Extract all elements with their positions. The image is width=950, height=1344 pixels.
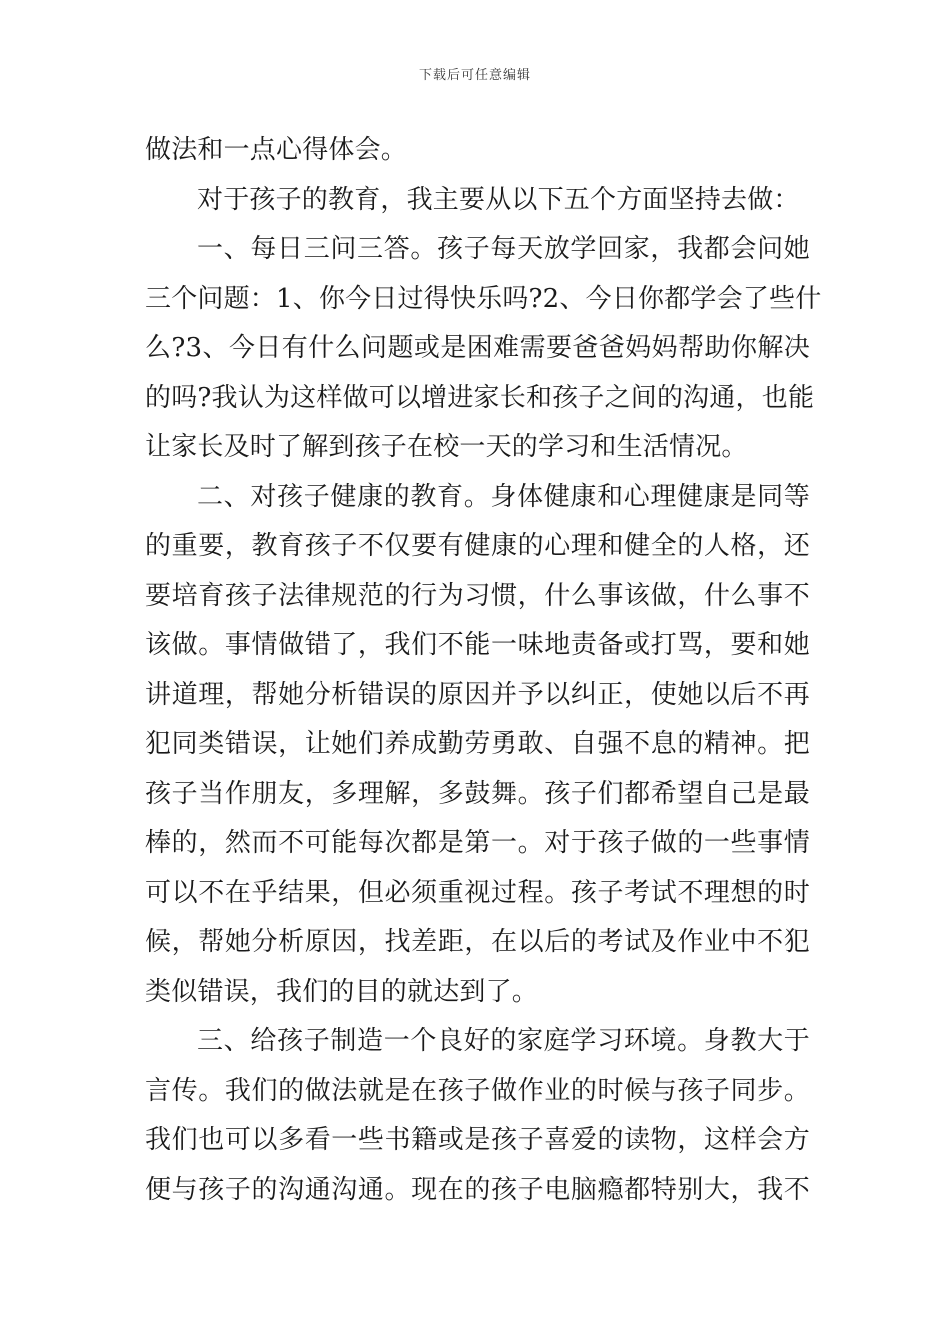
text-line: 候，帮她分析原因，找差距，在以后的考试及作业中不犯 — [145, 927, 810, 957]
text-line: 让家长及时了解到孩子在校一天的学习和生活情况。 — [145, 432, 748, 462]
text-line: 言传。我们的做法就是在孩子做作业的时候与孩子同步。 — [145, 1075, 810, 1106]
text-line: 类似错误，我们的目的就达到了。 — [145, 976, 539, 1007]
text-line: 犯同类错误，让她们养成勤劳勇敢、自强不息的精神。把 — [145, 729, 810, 759]
text-line: 孩子当作朋友，多理解，多鼓舞。孩子们都希望自己是最 — [145, 778, 810, 809]
text-line: 做法和一点心得体会。 — [145, 135, 408, 165]
text-line: 棒的，然而不可能每次都是第一。对于孩子做的一些事情 — [145, 828, 810, 858]
text-line: 可以不在乎结果，但必须重视过程。孩子考试不理想的时 — [145, 877, 810, 908]
text-line: 该做。事情做错了，我们不能一味地责备或打骂，要和她 — [145, 630, 810, 660]
page-header: 下载后可任意编辑 — [418, 68, 531, 83]
text-line: 的重要，教育孩子不仅要有健康的心理和健全的人格，还 — [145, 531, 810, 561]
document-body — [145, 126, 822, 1215]
text-line: 一、每日三问三答。孩子每天放学回家，我都会问她 — [197, 234, 810, 264]
text-line: 的吗?我认为这样做可以增进家长和孩子之间的沟通，也能 — [145, 382, 815, 413]
text-line: 对于孩子的教育，我主要从以下五个方面坚持去做： — [197, 184, 800, 215]
text-line: 讲道理，帮她分析错误的原因并予以纠正，使她以后不再 — [145, 679, 810, 710]
text-line: 要培育孩子法律规范的行为习惯，什么事该做，什么事不 — [145, 580, 810, 611]
text-line: 便与孩子的沟通沟通。现在的孩子电脑瘾都特别大，我不 — [145, 1174, 810, 1205]
text-line: 么?3、今日有什么问题或是困难需要爸爸妈妈帮助你解决 — [145, 333, 810, 363]
text-line: 二、对孩子健康的教育。身体健康和心理健康是同等 — [197, 481, 810, 512]
text-line: 三、给孩子制造一个良好的家庭学习环境。身教大于 — [197, 1026, 810, 1056]
text-line: 三个问题：1、你今日过得快乐吗?2、今日你都学会了些什 — [145, 283, 822, 314]
text-line: 我们也可以多看一些书籍或是孩子喜爱的读物，这样会方 — [145, 1125, 810, 1155]
